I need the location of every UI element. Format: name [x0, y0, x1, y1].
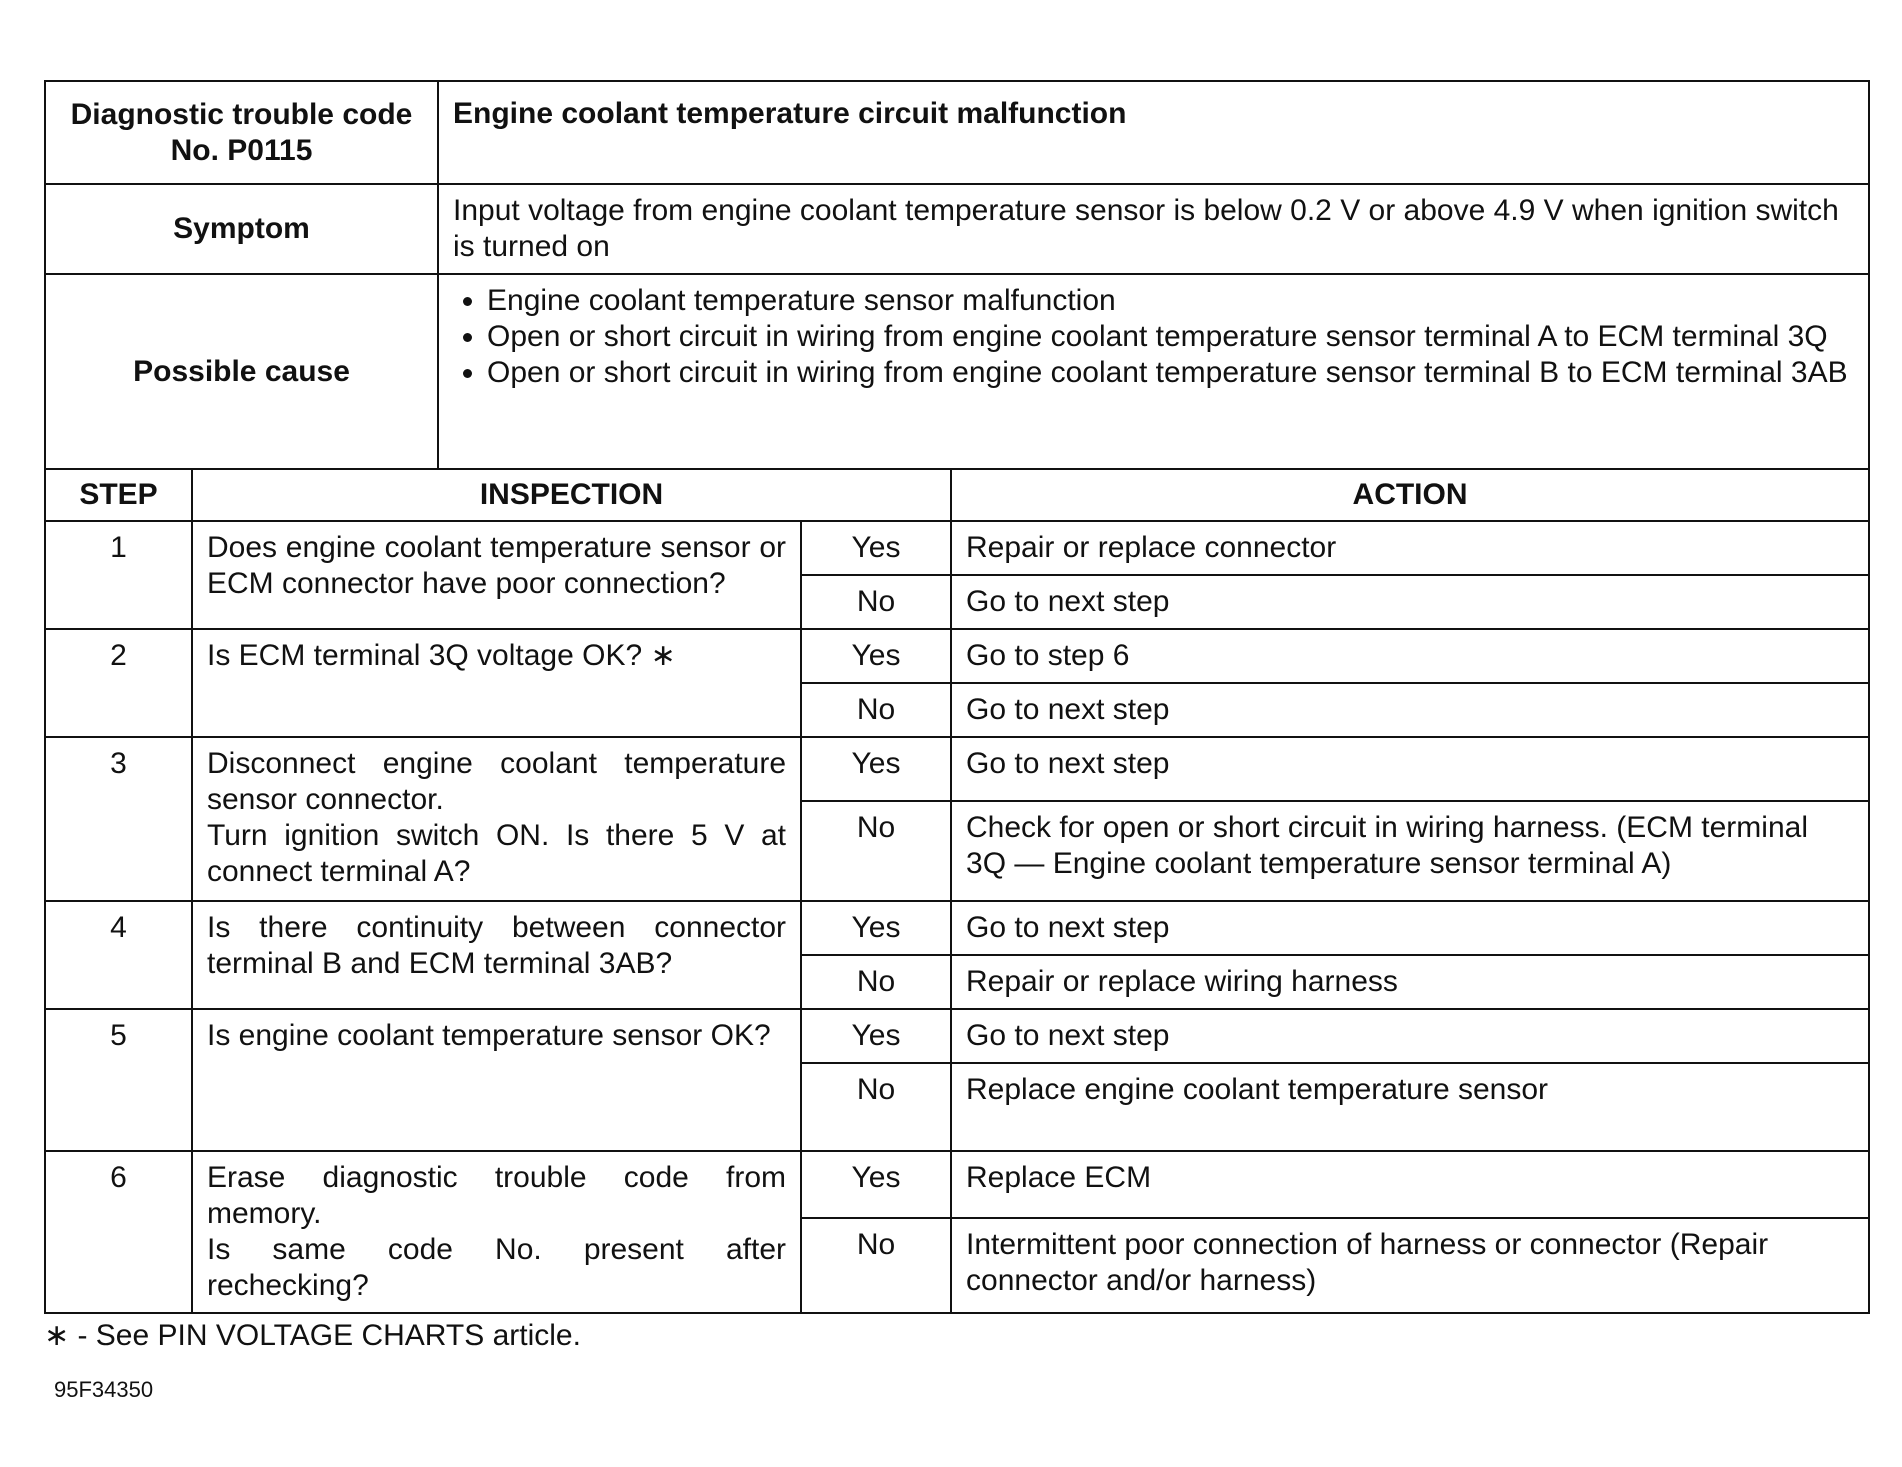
no-action: Check for open or short circuit in wiring harness. (ECM terminal 3Q — Engine coolant temperature sensor terminal A) — [951, 801, 1869, 901]
step-number: 2 — [45, 629, 192, 737]
step-number: 4 — [45, 901, 192, 1009]
step-number: 6 — [45, 1151, 192, 1313]
step-row — [45, 737, 1869, 801]
cause-label: Possible cause — [45, 274, 438, 469]
yes-label: Yes — [801, 629, 951, 683]
inspection-column-header: INSPECTION — [192, 469, 951, 521]
footnote: ∗ - See PIN VOLTAGE CHARTS article. — [44, 1319, 581, 1352]
symptom-text: Input voltage from engine coolant temperature sensor is below 0.2 V or above 4.9 V when ignition switch is turned on — [438, 184, 1869, 274]
step-row — [45, 1151, 1869, 1218]
symptom-label: Symptom — [45, 184, 438, 274]
cause-cell — [438, 274, 1869, 469]
inspection-text-2: Is same code No. present after rechecking? — [207, 1233, 787, 1302]
cause-item: • Engine coolant temperature sensor malfunction — [487, 283, 1854, 319]
no-label: No — [801, 683, 951, 737]
no-label: No — [801, 1063, 951, 1151]
inspection-text-2: Turn ignition switch ON. Is there 5 V at connect terminal A? — [207, 819, 787, 888]
step-row — [45, 521, 1869, 575]
no-label: No — [801, 1218, 951, 1313]
inspection-text: Is engine coolant temperature sensor OK? — [192, 1009, 801, 1151]
column-header-row — [45, 469, 1869, 521]
step-number: 1 — [45, 521, 192, 629]
inspection-text: Is ECM terminal 3Q voltage OK? ∗ — [192, 629, 801, 737]
no-label: No — [801, 801, 951, 901]
cause-row — [45, 274, 1869, 469]
dtc-row — [45, 81, 1869, 184]
inspection-text: Is there continuity between connector terminal B and ECM terminal 3AB? — [192, 901, 801, 1009]
inspection-text: Erase diagnostic trouble code from memory. — [207, 1161, 787, 1230]
figure-code: 95F34350 — [54, 1377, 154, 1402]
diagnostic-sheet — [44, 80, 1868, 1314]
yes-action: Go to step 6 — [951, 629, 1869, 683]
yes-action: Go to next step — [951, 737, 1869, 801]
yes-label: Yes — [801, 521, 951, 575]
dtc-title: Engine coolant temperature circuit malfunction — [438, 81, 1869, 184]
cause-list — [453, 283, 1854, 391]
inspection-text: Does engine coolant temperature sensor or ECM connector have poor connection? — [192, 521, 801, 629]
step-row — [45, 629, 1869, 683]
step-column-header: STEP — [45, 469, 192, 521]
symptom-row — [45, 184, 1869, 274]
cause-item: • Open or short circuit in wiring from engine coolant temperature sensor terminal B to ECM terminal 3AB — [487, 355, 1854, 391]
yes-label: Yes — [801, 1009, 951, 1063]
no-action: Go to next step — [951, 575, 1869, 629]
yes-action: Go to next step — [951, 1009, 1869, 1063]
step-number: 3 — [45, 737, 192, 901]
cause-item: • Open or short circuit in wiring from engine coolant temperature sensor terminal A to ECM terminal 3Q — [487, 319, 1854, 355]
dtc-label: Diagnostic trouble code No. P0115 — [45, 81, 438, 184]
inspection-cell — [192, 737, 801, 901]
step-row — [45, 901, 1869, 955]
no-action: Go to next step — [951, 683, 1869, 737]
inspection-cell — [192, 1151, 801, 1313]
no-label: No — [801, 575, 951, 629]
yes-action: Replace ECM — [951, 1151, 1869, 1218]
yes-label: Yes — [801, 901, 951, 955]
yes-action: Repair or replace connector — [951, 521, 1869, 575]
yes-label: Yes — [801, 1151, 951, 1218]
action-column-header: ACTION — [951, 469, 1869, 521]
inspection-text: Disconnect engine coolant temperature sensor connector. — [207, 747, 787, 816]
diagnostic-table — [44, 80, 1870, 1314]
yes-action: Go to next step — [951, 901, 1869, 955]
yes-label: Yes — [801, 737, 951, 801]
step-row — [45, 1009, 1869, 1063]
step-number: 5 — [45, 1009, 192, 1151]
no-label: No — [801, 955, 951, 1009]
no-action: Repair or replace wiring harness — [951, 955, 1869, 1009]
no-action: Intermittent poor connection of harness or connector (Repair connector and/or harness) — [951, 1218, 1869, 1313]
no-action: Replace engine coolant temperature sensor — [951, 1063, 1869, 1151]
